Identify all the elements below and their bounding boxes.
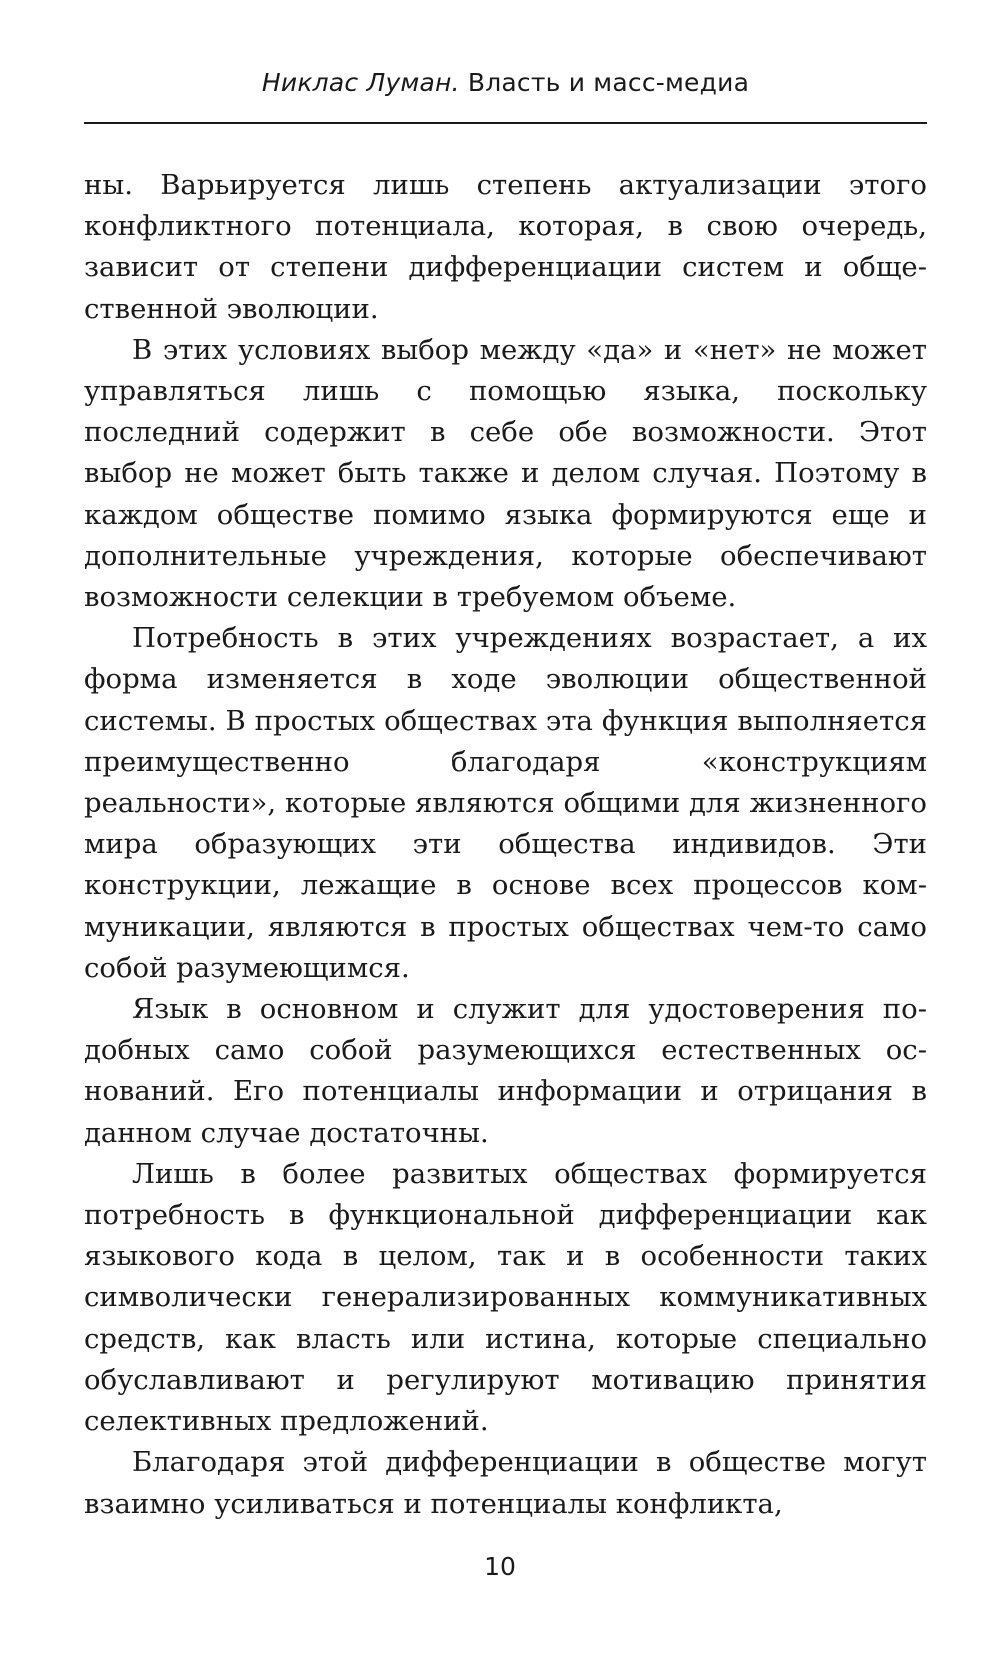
running-head	[84, 68, 927, 98]
paragraph: Благодаря этой дифференциации в обществе могут взаимно усиливаться и потенциалы конфликта,	[84, 1446, 927, 1520]
paragraph: Язык в основном и служит для удостоверения подобных само собой разумеющихся естественных оснований. Его потенциалы информации и отрицания в данном случае достаточны.	[84, 993, 927, 1149]
paragraph: Лишь в более развитых обществах формируется потребность в функциональной дифференциации как языкового кода в целом, так и в особенности таких символически генерализированных коммуникативных средств, как власть или истина, которые специально обуславливают и регулируют мотивацию принятия селективных предложений.	[84, 1157, 927, 1438]
running-head-title: Власть и масс-медиа	[467, 68, 750, 97]
paragraph: В этих условиях выбор между «да» и «нет» не может управляться лишь с помощью языка, поскольку последний содержит в себе обе возможности. Этот выбор не может быть также и делом случая. Поэтому в каждом обществе помимо языка формируются еще и дополнительные учреждения, которые обеспечивают возможности селекции в требуемом объеме.	[84, 333, 927, 614]
paragraph-continued: ны. Варьируется лишь степень актуализации этого конфликтного потенциала, которая, в свою очередь, зависит от степени дифференциации систем и общественной эволюции.	[84, 169, 927, 325]
running-head-author: Никлас Луман.	[261, 68, 460, 97]
header-divider	[84, 122, 927, 124]
page-body	[84, 165, 927, 1525]
paragraph: Потребность в этих учреждениях возрастает, а их форма изменяется в ходе эволюции общественной системы. В простых обществах эта функция выполняется преимущественно благодаря «конструкциям реальности», которые являются общими для жизненного мира образующих эти общества индивидов. Эти конструкции, лежащие в основе всех процессов коммуникации, являются в простых обществах чем-то само собой разумеющимся.	[84, 622, 927, 984]
page-number: 10	[484, 1552, 516, 1581]
